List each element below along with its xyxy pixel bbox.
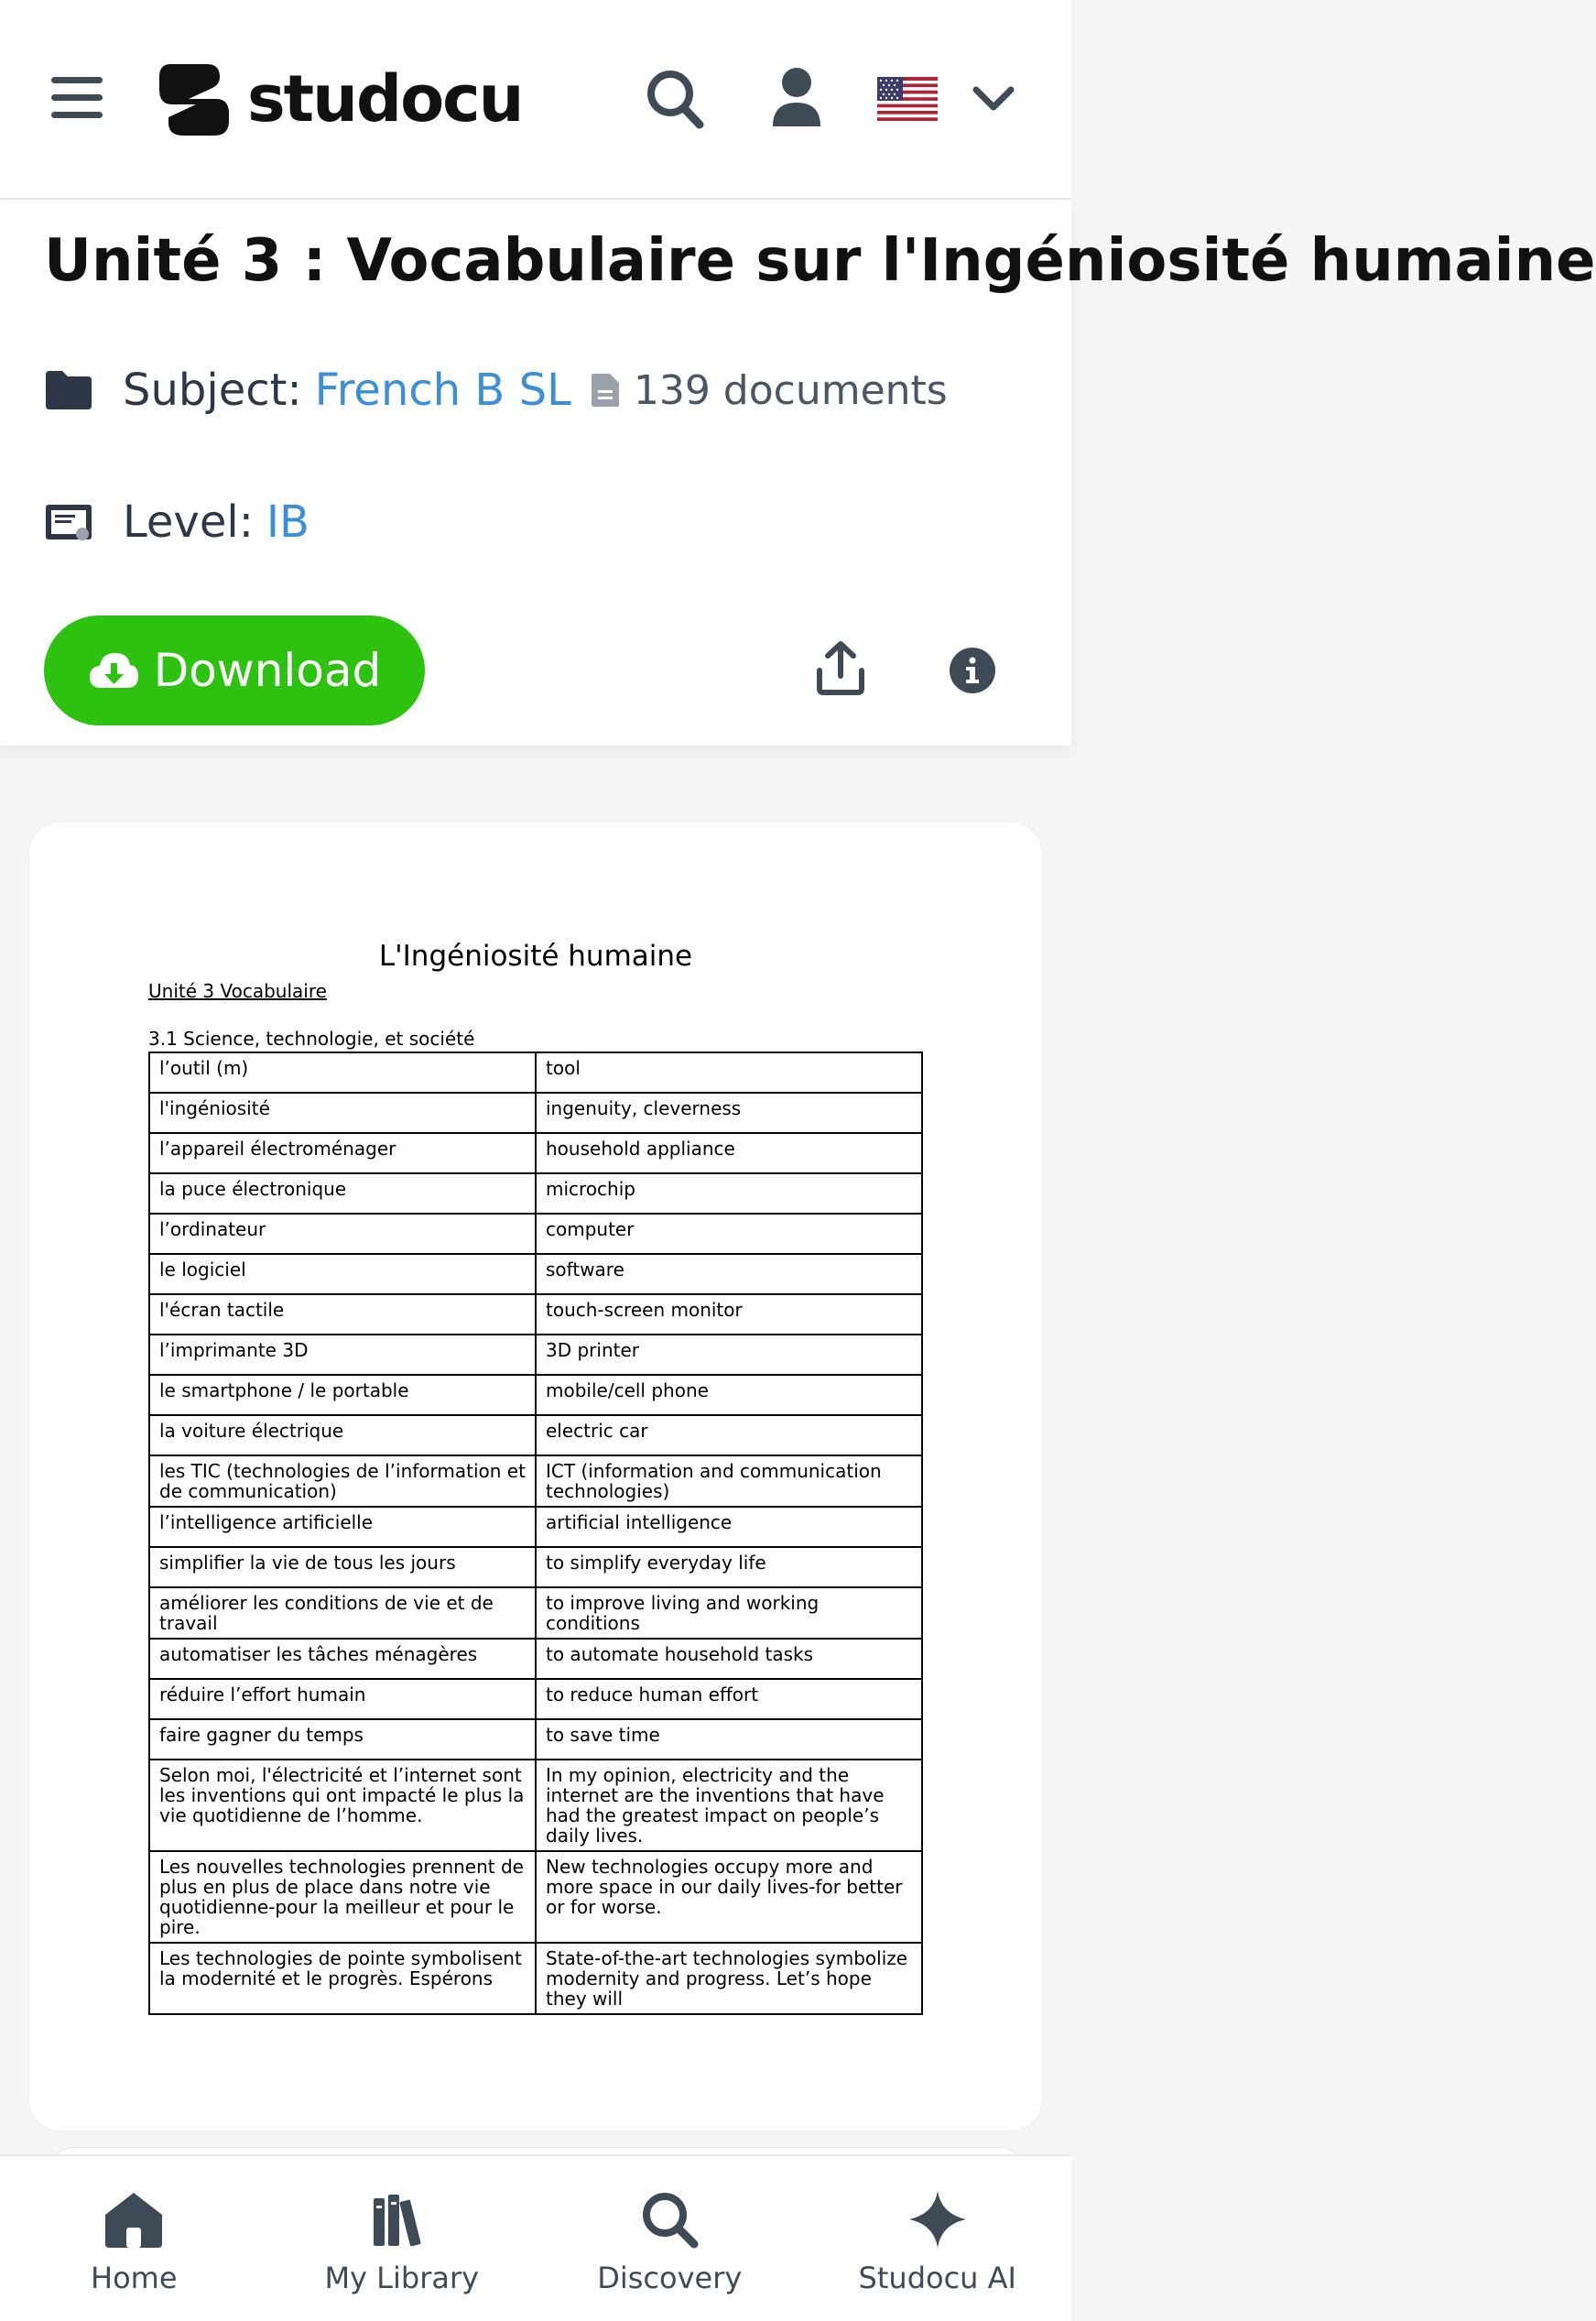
english-term-cell: to simplify everyday life — [536, 1547, 922, 1587]
english-term-cell: to automate household tasks — [536, 1639, 922, 1679]
subject-link[interactable]: French B SL — [314, 365, 571, 416]
bottom-navigation — [0, 2154, 1071, 2321]
french-term-cell: l’ordinateur — [149, 1214, 536, 1254]
home-icon — [102, 2189, 166, 2250]
top-bar — [0, 0, 1071, 200]
english-term-cell: artificial intelligence — [536, 1507, 922, 1547]
nav-discovery-label: Discovery — [597, 2261, 743, 2295]
document-icon — [590, 372, 621, 409]
english-term-cell: mobile/cell phone — [536, 1375, 922, 1415]
table-row — [149, 1415, 922, 1455]
english-term-cell: ICT (information and communication technologies) — [536, 1455, 922, 1507]
document-section-title: 3.1 Science, technologie, et société — [148, 1028, 475, 1050]
table-row — [149, 1760, 922, 1851]
french-term-cell: la puce électronique — [149, 1173, 536, 1214]
level-row — [44, 496, 309, 548]
nav-my-library[interactable] — [268, 2156, 537, 2321]
french-term-cell: la voiture électrique — [149, 1415, 536, 1455]
table-row — [149, 1133, 922, 1173]
certificate-icon — [44, 501, 93, 543]
logo-text: studocu — [247, 61, 523, 136]
french-term-cell: l'écran tactile — [149, 1294, 536, 1335]
english-term-cell: household appliance — [536, 1133, 922, 1173]
english-term-cell: New technologies occupy more and more space in our daily lives-for better or for worse. — [536, 1851, 922, 1943]
french-term-cell: les TIC (technologies de l’information et de communication) — [149, 1455, 536, 1507]
french-term-cell: l’imprimante 3D — [149, 1335, 536, 1375]
sparkle-icon — [906, 2189, 970, 2250]
table-row — [149, 1294, 922, 1335]
document-info-panel — [0, 200, 1596, 746]
library-icon — [370, 2189, 434, 2250]
french-term-cell: le logiciel — [149, 1254, 536, 1294]
folder-icon — [44, 369, 93, 411]
nav-ai-label: Studocu AI — [858, 2261, 1016, 2295]
table-row — [149, 1679, 922, 1719]
vocabulary-table — [148, 1052, 923, 2015]
french-term-cell: le smartphone / le portable — [149, 1375, 536, 1415]
french-term-cell: l’intelligence artificielle — [149, 1507, 536, 1547]
french-term-cell: automatiser les tâches ménagères — [149, 1639, 536, 1679]
french-term-cell: l’outil (m) — [149, 1052, 536, 1093]
french-term-cell: Selon moi, l'électricité et l’internet sont les inventions qui ont impacté le plus la vie quotidienne de l’homme. — [149, 1760, 536, 1851]
french-term-cell: faire gagner du temps — [149, 1719, 536, 1760]
english-term-cell: software — [536, 1254, 922, 1294]
table-row — [149, 1455, 922, 1507]
table-row — [149, 1719, 922, 1760]
info-icon[interactable] — [949, 647, 996, 694]
english-term-cell: State-of-the-art technologies symbolize modernity and progress. Let’s hope they will — [536, 1943, 922, 2014]
table-row — [149, 1173, 922, 1214]
english-term-cell: tool — [536, 1052, 922, 1093]
subject-label: Subject: — [123, 365, 302, 416]
user-icon[interactable] — [769, 66, 824, 130]
french-term-cell: l'ingéniosité — [149, 1093, 536, 1133]
table-row — [149, 1943, 922, 2014]
english-term-cell: to save time — [536, 1719, 922, 1760]
table-row — [149, 1507, 922, 1547]
french-term-cell: simplifier la vie de tous les jours — [149, 1547, 536, 1587]
table-row — [149, 1547, 922, 1587]
document-page[interactable] — [29, 823, 1042, 2130]
english-term-cell: to improve living and working conditions — [536, 1587, 922, 1639]
french-term-cell: Les nouvelles technologies prennent de plus en plus de place dans notre vie quotidienne-pour la meilleur et pour le pire. — [149, 1851, 536, 1943]
nav-home[interactable] — [0, 2156, 268, 2321]
french-term-cell: améliorer les conditions de vie et de travail — [149, 1587, 536, 1639]
table-row — [149, 1587, 922, 1639]
menu-icon[interactable] — [51, 77, 103, 119]
english-term-cell: computer — [536, 1214, 922, 1254]
level-link[interactable]: IB — [266, 496, 309, 548]
nav-studocu-ai[interactable] — [804, 2156, 1072, 2321]
search-icon — [637, 2189, 701, 2250]
table-row — [149, 1335, 922, 1375]
studocu-logo[interactable] — [152, 55, 523, 143]
english-term-cell: touch-screen monitor — [536, 1294, 922, 1335]
chevron-down-icon[interactable] — [971, 82, 1016, 115]
table-row — [149, 1254, 922, 1294]
document-heading: L'Ingéniosité humaine — [378, 940, 693, 973]
english-term-cell: microchip — [536, 1173, 922, 1214]
subject-row — [44, 365, 948, 416]
level-label: Level: — [123, 496, 254, 548]
english-term-cell: to reduce human effort — [536, 1679, 922, 1719]
documents-count[interactable]: 139 documents — [633, 366, 948, 414]
french-term-cell: réduire l’effort humain — [149, 1679, 536, 1719]
english-term-cell: ingenuity, cleverness — [536, 1093, 922, 1133]
us-flag-icon[interactable] — [877, 77, 938, 121]
english-term-cell: electric car — [536, 1415, 922, 1455]
search-icon[interactable] — [645, 66, 707, 132]
table-row — [149, 1851, 922, 1943]
download-label: Download — [153, 644, 382, 697]
french-term-cell: l’appareil électroménager — [149, 1133, 536, 1173]
english-term-cell: In my opinion, electricity and the internet are the inventions that have had the greatest impact on people’s daily lives. — [536, 1760, 922, 1851]
nav-home-label: Home — [91, 2261, 178, 2295]
french-term-cell: Les technologies de pointe symbolisent la modernité et le progrès. Espérons — [149, 1943, 536, 2014]
table-row — [149, 1052, 922, 1093]
table-row — [149, 1214, 922, 1254]
studocu-logo-icon — [152, 57, 236, 141]
table-row — [149, 1375, 922, 1415]
english-term-cell: 3D printer — [536, 1335, 922, 1375]
nav-library-label: My Library — [324, 2261, 480, 2295]
table-row — [149, 1639, 922, 1679]
table-row — [149, 1093, 922, 1133]
cloud-download-icon — [88, 649, 139, 692]
share-icon[interactable] — [815, 641, 866, 696]
document-subheading: Unité 3 Vocabulaire — [148, 980, 327, 1002]
nav-discovery[interactable] — [536, 2156, 804, 2321]
download-button[interactable] — [44, 616, 425, 725]
document-title: Unité 3 : Vocabulaire sur l'Ingéniosité humaine — [44, 227, 1596, 295]
